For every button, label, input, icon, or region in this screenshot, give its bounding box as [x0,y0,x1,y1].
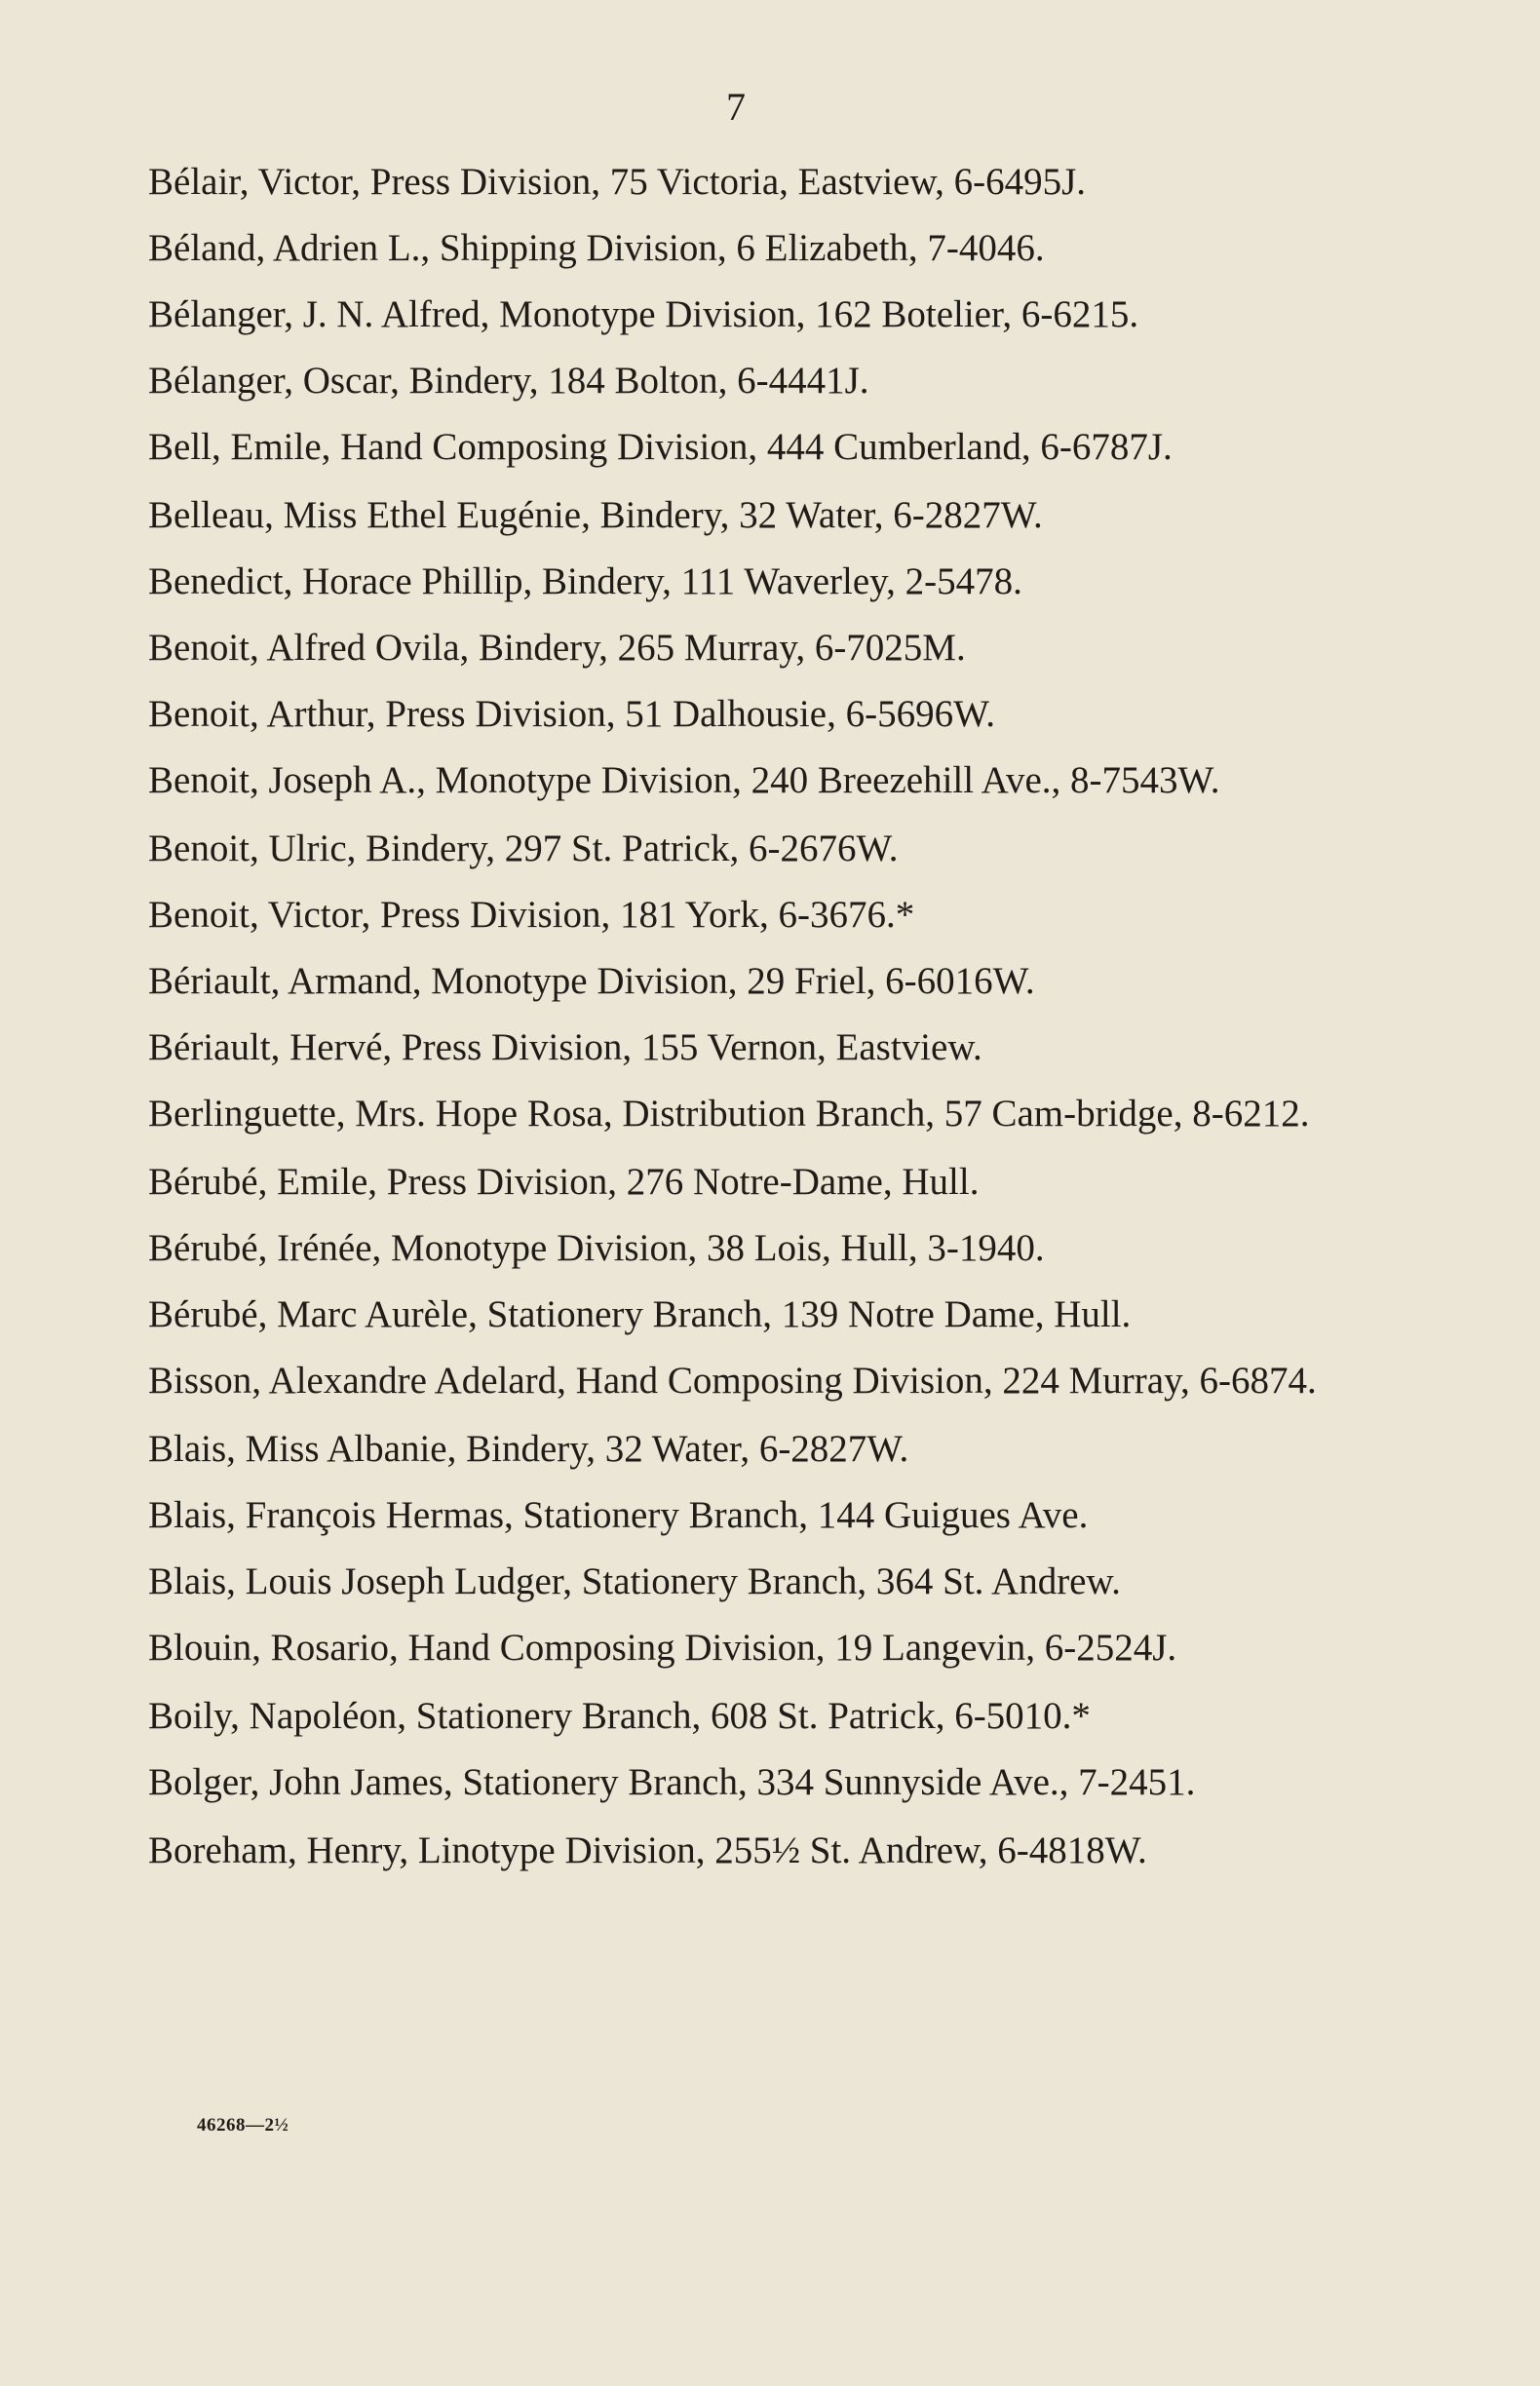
directory-entry: Bérubé, Marc Aurèle, Stationery Branch, 139 Notre Dame, Hull. [148,1293,1132,1335]
directory-entry: Blouin, Rosario, Hand Composing Division, 19 Langevin, 6-2524J. [148,1627,1177,1669]
directory-entry: Bériault, Hervé, Press Division, 155 Vernon, Eastview. [148,1026,982,1068]
directory-entry: Blais, Miss Albanie, Bindery, 32 Water, 6-2827W. [148,1428,909,1470]
directory-entry: Benoit, Joseph A., Monotype Division, 240 Breezehill Ave., 8-7543W. [148,759,1220,801]
directory-entry: Blais, François Hermas, Stationery Branch, 144 Guigues Ave. [148,1494,1089,1536]
directory-entry: Benoit, Victor, Press Division, 181 York, 6-3676.* [148,894,915,936]
directory-entry: Blais, Louis Joseph Ludger, Stationery Branch, 364 St. Andrew. [148,1560,1121,1602]
directory-entry: Bolger, John James, Stationery Branch, 334 Sunnyside Ave., 7-2451. [148,1761,1196,1803]
directory-entry: Bélair, Victor, Press Division, 75 Victoria, Eastview, 6-6495J. [148,161,1087,203]
directory-entry: Bérubé, Irénée, Monotype Division, 38 Lois, Hull, 3-1940. [148,1227,1045,1269]
directory-entry: Benoit, Ulric, Bindery, 297 St. Patrick, 6-2676W. [148,827,899,869]
directory-entry: Boily, Napoléon, Stationery Branch, 608 St. Patrick, 6-5010.* [148,1695,1091,1737]
directory-entry: Berlinguette, Mrs. Hope Rosa, Distribution Branch, 57 Cam-bridge, 8-6212. [148,1093,1310,1135]
page-number: 7 [726,85,746,129]
directory-entry: Bérubé, Emile, Press Division, 276 Notre-Dame, Hull. [148,1161,980,1203]
directory-entry: Benoit, Alfred Ovila, Bindery, 265 Murray, 6-7025M. [148,627,966,669]
directory-entry: Bélanger, J. N. Alfred, Monotype Division, 162 Botelier, 6-6215. [148,293,1139,335]
directory-entry: Belleau, Miss Ethel Eugénie, Bindery, 32 Water, 6-2827W. [148,494,1043,536]
directory-entry: Bélanger, Oscar, Bindery, 184 Bolton, 6-4441J. [148,360,869,402]
print-code: 46268—2½ [197,2115,289,2136]
directory-entry: Bisson, Alexandre Adelard, Hand Composing Division, 224 Murray, 6-6874. [148,1360,1317,1402]
directory-entry: Benedict, Horace Phillip, Bindery, 111 Waverley, 2-5478. [148,560,1022,602]
directory-entry: Bell, Emile, Hand Composing Division, 444 Cumberland, 6-6787J. [148,426,1173,468]
directory-entry: Bériault, Armand, Monotype Division, 29 Friel, 6-6016W. [148,960,1035,1002]
directory-entry: Benoit, Arthur, Press Division, 51 Dalhousie, 6-5696W. [148,693,996,735]
directory-entry: Béland, Adrien L., Shipping Division, 6 Elizabeth, 7-4046. [148,227,1045,269]
directory-entry: Boreham, Henry, Linotype Division, 255½ St. Andrew, 6-4818W. [148,1829,1147,1871]
directory-entry-list [148,162,1318,1897]
